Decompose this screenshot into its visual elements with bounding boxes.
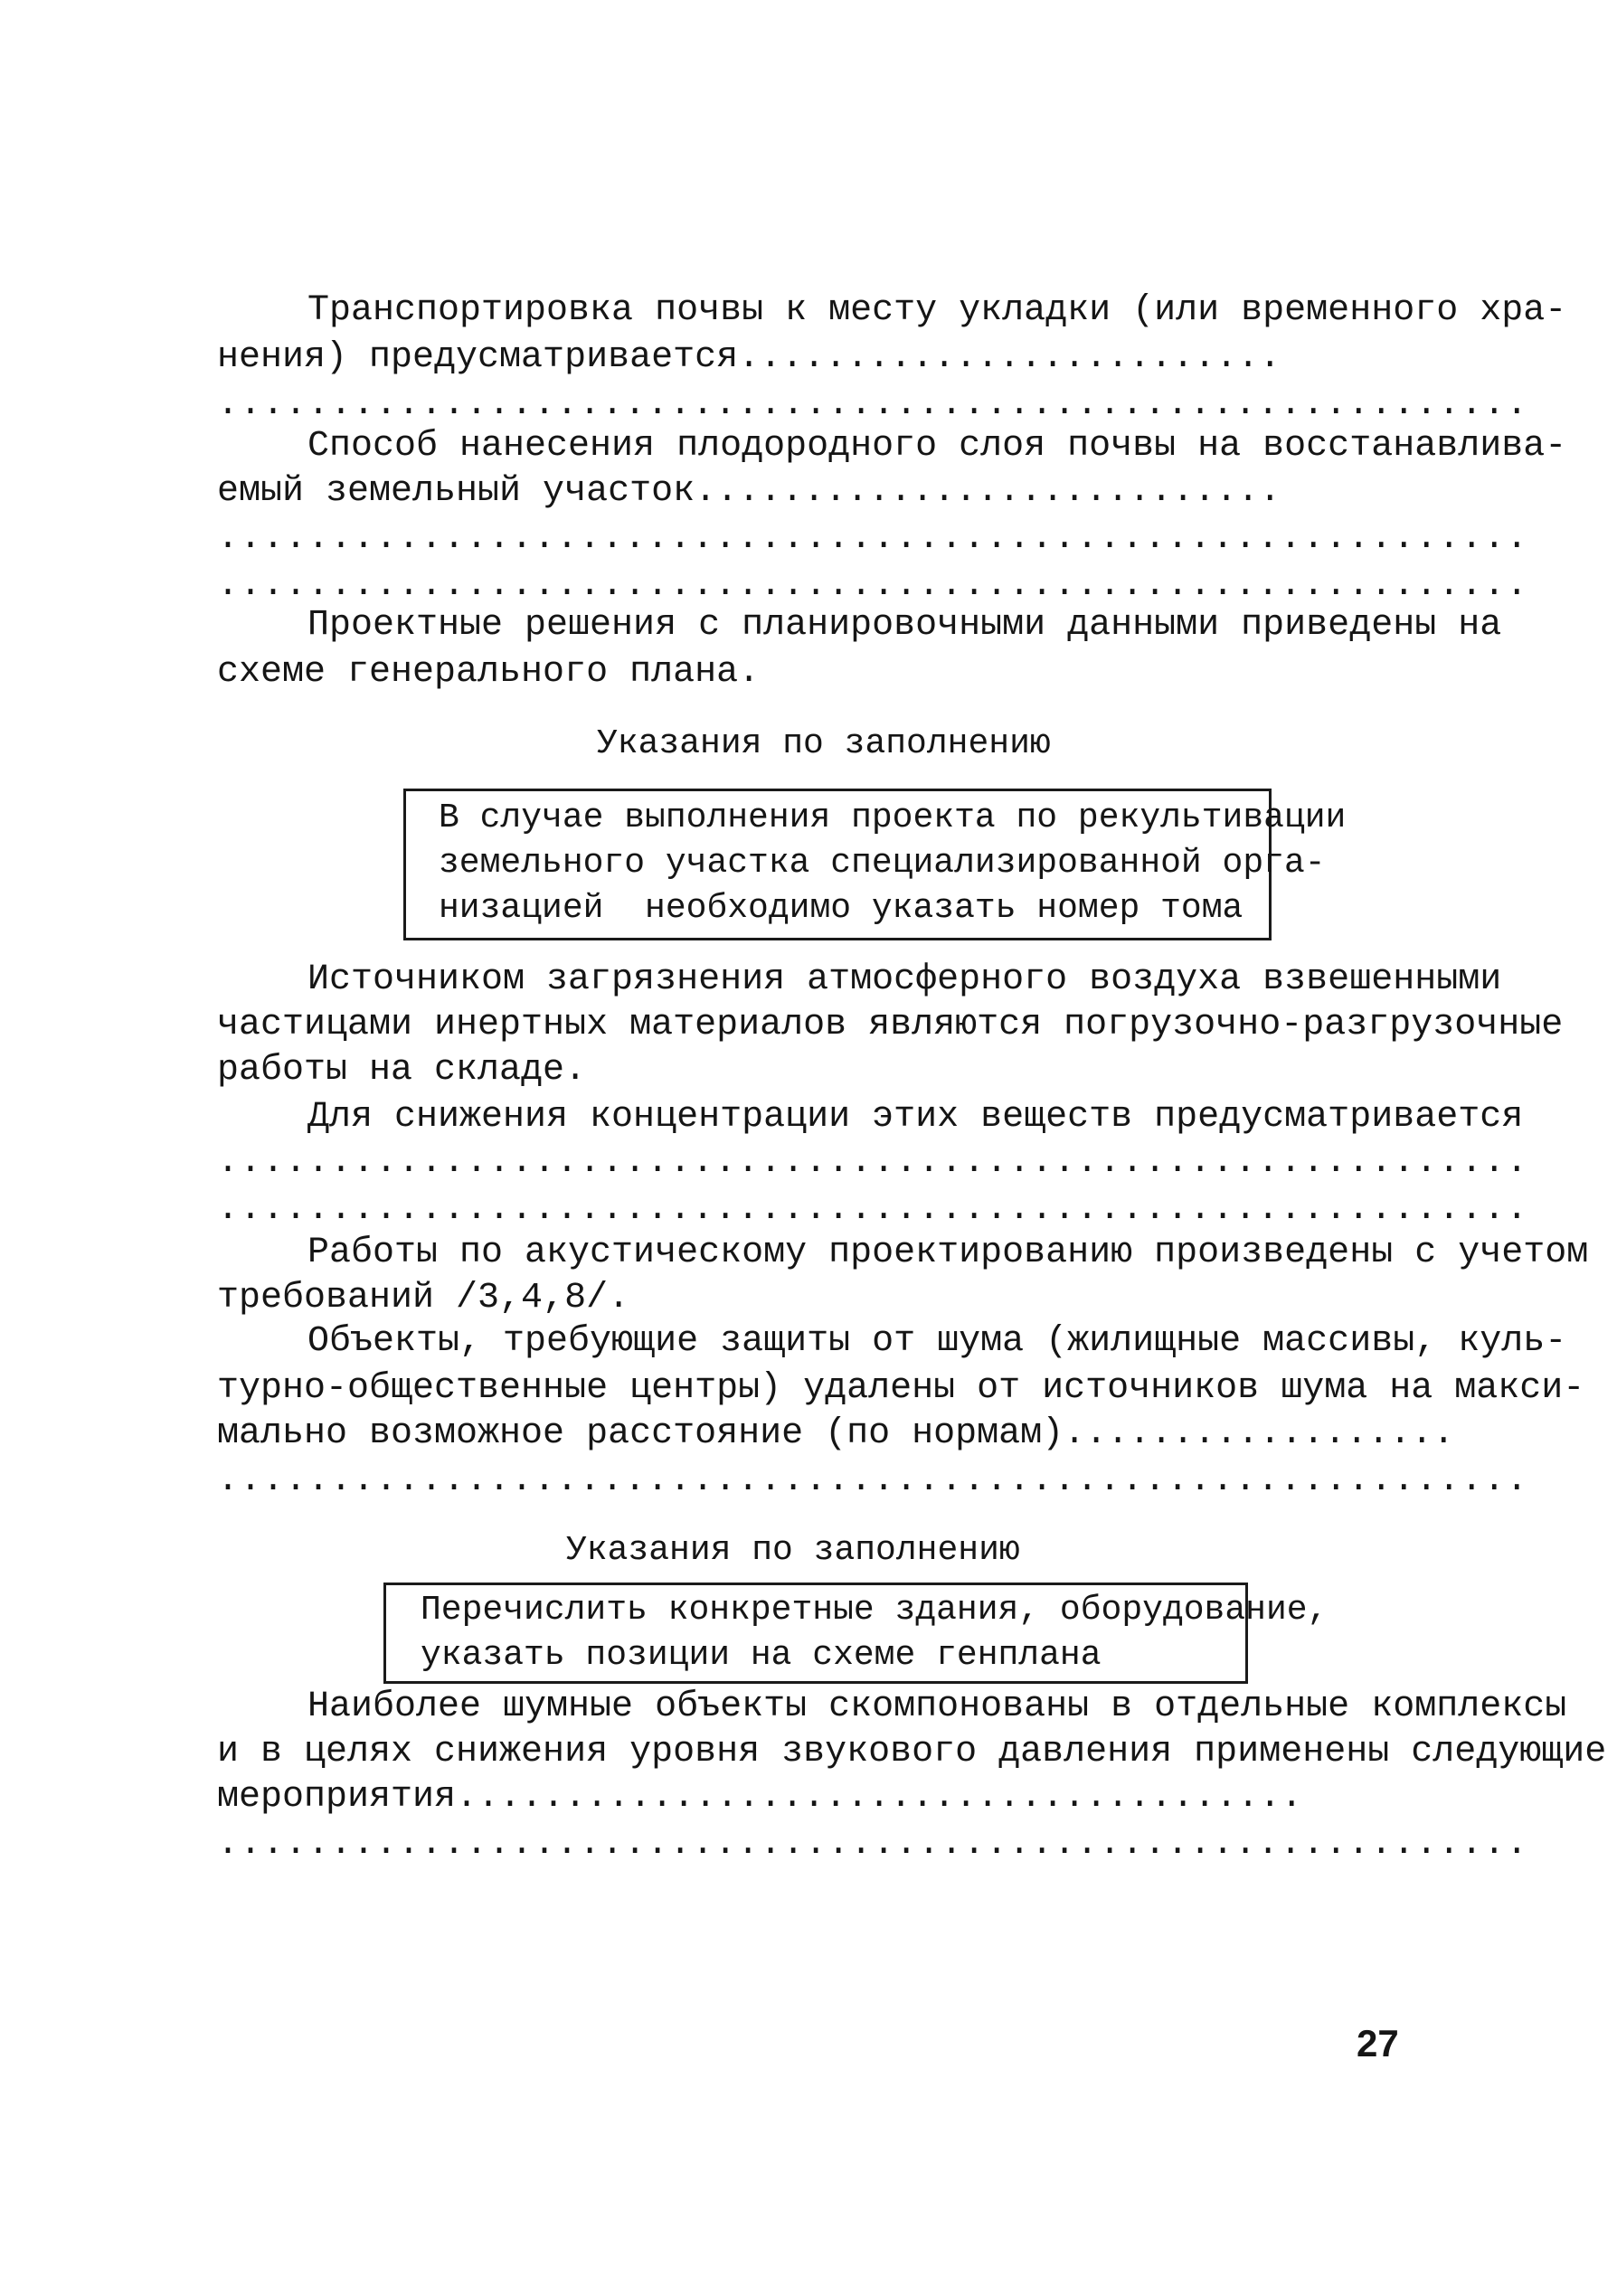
box1-line-2: земельного участка специализированной орга- [439,844,1326,883]
p2-line-1: Способ нанесения плодородного слоя почвы на восстанавлива- [307,426,1567,467]
p4-line-6: .......................................................... [217,1189,1529,1230]
p1-line-1: Транспортировка почвы к месту укладки (или временного хра- [307,290,1567,331]
p4-line-2: частицами инертных материалов являются погрузочно-разгрузочные [217,1005,1564,1045]
p6-line-3: мально возможное расстояние (по нормам).................. [217,1413,1455,1454]
p2-line-2: емый земельный участок........................... [217,471,1281,512]
instructions-heading-2: Указания по заполнению [566,1531,1020,1570]
p2-line-4: .......................................................... [217,565,1529,606]
instructions-box-2 [383,1583,1329,1684]
p4-line-5: .......................................................... [217,1142,1529,1183]
p3-line-1: Проектные решения с планировочными данными приведены на [307,605,1502,646]
p1-line-3: .......................................................... [217,384,1529,425]
p4-line-4: Для снижения концентрации этих веществ предусматривается [307,1097,1524,1138]
p7-line-2: и в целях снижения уровня звукового давления применены следующие [217,1732,1607,1772]
page-number: 27 [1357,2022,1399,2065]
box1-line-3: низацией необходимо указать номер тома [439,889,1243,928]
p7-line-4: .......................................................... [217,1824,1529,1865]
instructions-heading-1: Указания по заполнению [597,724,1051,763]
p2-line-3: .......................................................... [217,518,1529,559]
box2-line-2: указать позиции на схеме генплана [421,1636,1102,1675]
box2-line-1: Перечислить конкретные здания, оборудование, [421,1591,1329,1630]
p5-line-1: Работы по акустическому проектированию произведены с учетом [307,1233,1589,1273]
p6-line-1: Объекты, требующие защиты от шума (жилищные массивы, куль- [307,1321,1567,1362]
p1-line-2: нения) предусматривается......................... [217,337,1281,378]
p6-line-2: турно-общественные центры) удалены от источников шума на макси- [217,1368,1585,1409]
instructions-box-1 [403,789,1347,940]
p7-line-1: Наиболее шумные объекты скомпонованы в отдельные комплексы [307,1687,1567,1727]
box1-line-1: В случае выполнения проекта по рекультивации [439,798,1347,837]
p7-line-3: мероприятия....................................... [217,1777,1303,1818]
p5-line-2: требований /3,4,8/. [217,1278,630,1318]
p4-line-3: работы на складе. [217,1050,587,1091]
p6-line-4: .......................................................... [217,1460,1529,1501]
p4-line-1: Источником загрязнения атмосферного воздуха взвешенными [307,959,1502,1000]
p3-line-2: схеме генерального плана. [217,652,761,693]
